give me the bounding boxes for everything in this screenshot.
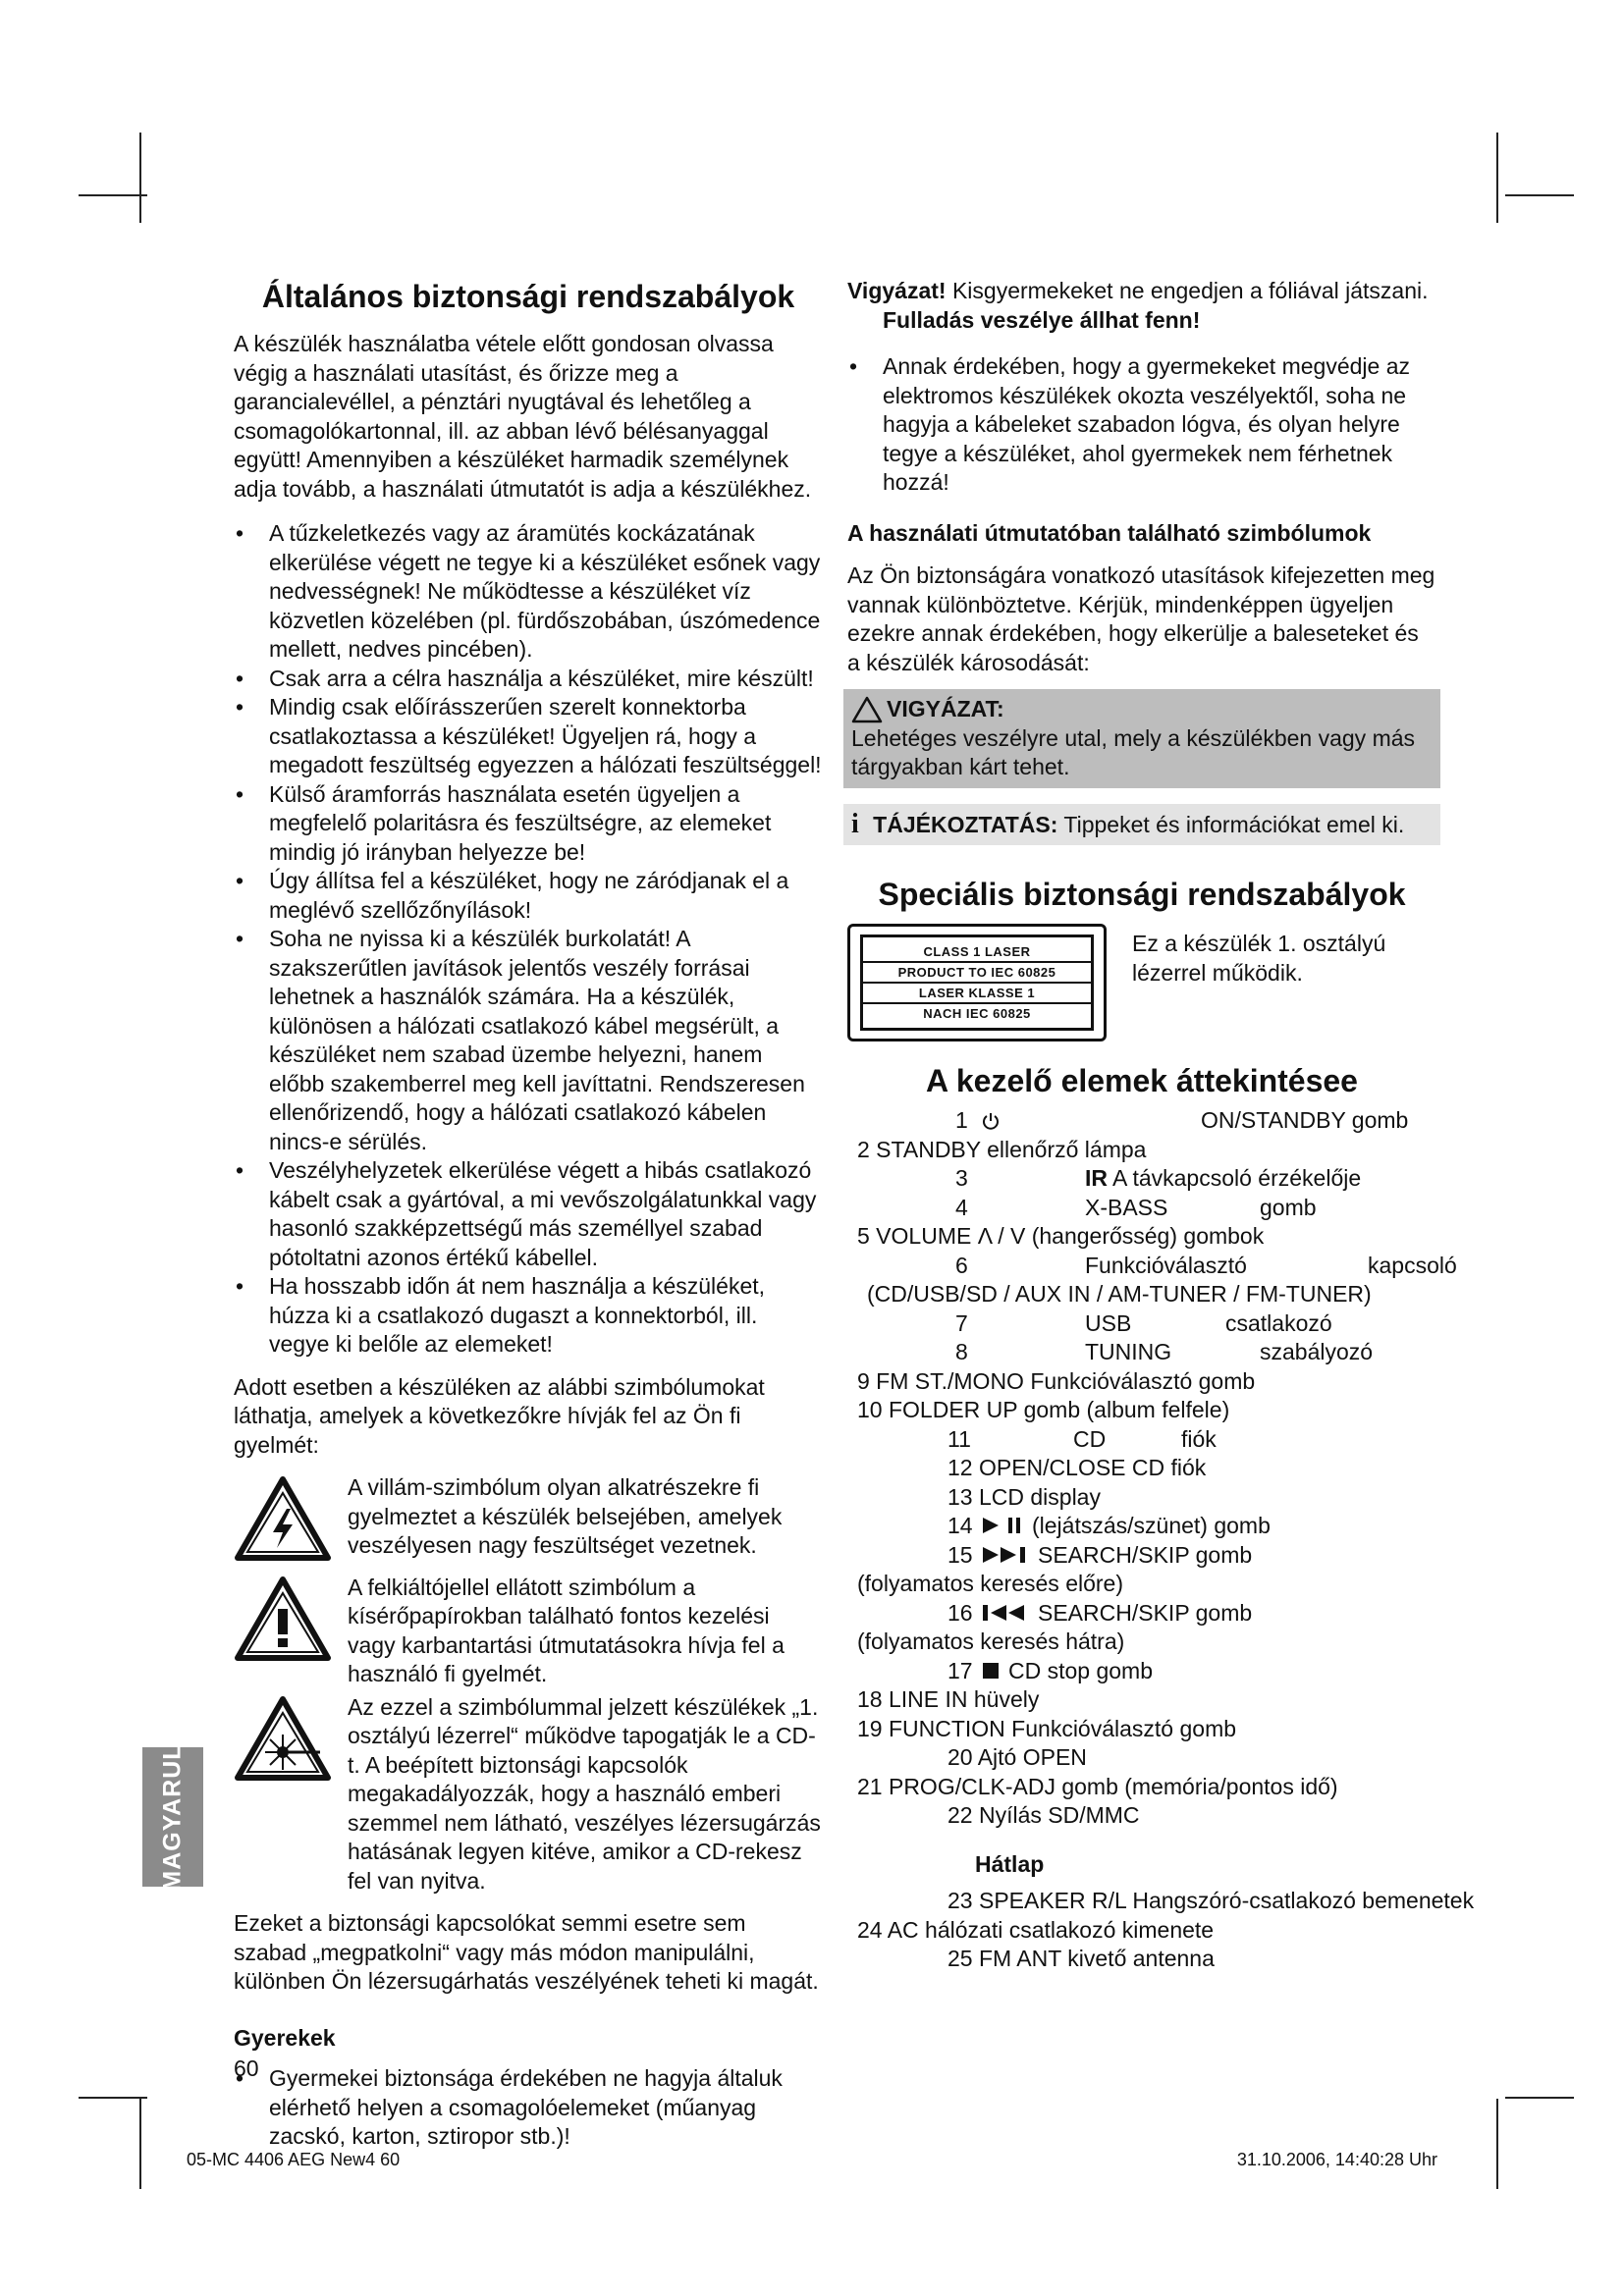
- control-item: 8 TUNING szabályozó: [955, 1339, 1374, 1364]
- control-item: 11 CD fiók: [947, 1425, 1217, 1452]
- language-tab-label: MAGYARUL: [158, 1742, 187, 1892]
- control-item: 6 Funkcióválasztó kapcsoló: [955, 1252, 1457, 1278]
- lightning-warning-icon: [234, 1475, 336, 1570]
- control-item: 20 Ajtó OPEN: [947, 1744, 1087, 1770]
- control-item: 25 FM ANT kivető antenna: [947, 1946, 1215, 1971]
- control-item: (CD/USB/SD / AUX IN / AM-TUNER / FM-TUNER): [867, 1281, 1372, 1307]
- section-title-special-safety: Speciális biztonsági rendszabályok: [878, 877, 1406, 912]
- control-item: 19 FUNCTION Funkcióválasztó gomb: [857, 1715, 1237, 1741]
- crop-mark: [1505, 194, 1574, 196]
- safety-switch-paragraph: Ezeket a biztonsági kapcsolókat semmi esetre sem szabad „megpatkolni“ vagy más módon manipulálni, különben Ön lézersugárhatás veszélyének teheti ki magát.: [234, 1910, 819, 1994]
- laser-label-line: LASER KLASSE 1: [918, 986, 1036, 1000]
- symbol-text: Az ezzel a szimbólummal jelzett készülékek „1. osztályú lézerrel“ működve tapogatják le a CD-t. A beépített biztonsági kapcsolók megakadályozzák, hogy a használó emberi szemmel nem látható, veszélyes lézersugárzás hatásának legyen kitéve, amikor a CD-rekesz fel van nyitva.: [348, 1693, 821, 1894]
- info-icon: i: [851, 808, 859, 839]
- warning-bold-text: Fulladás veszélye állhat fenn!: [883, 306, 1201, 333]
- crop-mark: [79, 194, 147, 196]
- laser-class-label: [847, 924, 1107, 1041]
- intro-paragraph: A készülék használatba vétele előtt gondosan olvassa végig a használati utasítást, és őrizze meg a garancialevéllel, a pénztári nyugtával és lehetőleg a csomagolókartonnal, ill. az abban lévő bélésanyaggal együtt! Amennyiben a készüléket harmadik személynek adja tovább, a használati útmutatót is adja a készülékhez.: [234, 331, 812, 502]
- control-item: 12 OPEN/CLOSE CD fiók: [947, 1455, 1207, 1480]
- laser-label-line: NACH IEC 60825: [923, 1006, 1031, 1021]
- bullet-item: • Gyermekei biztonsága érdekében ne hagyja általuk elérhető helyen a csomagolóelemeket (műanyag zacskó, karton, sztiropor stb.)!: [234, 2064, 823, 2152]
- right-bullet-list: [847, 352, 1436, 498]
- exclamation-warning-icon: [234, 1575, 336, 1670]
- children-bullet-list: [234, 2064, 823, 2152]
- section-title-controls: A kezelő elemek áttekintésee: [926, 1063, 1358, 1098]
- info-label: TÁJÉKOZTATÁS:: [873, 811, 1058, 837]
- control-item: 16 SEARCH/SKIP gomb: [857, 1599, 1436, 1629]
- caution-text: Lehetéges veszélyre utal, mely a készülékben vagy más tárgyakban kárt tehet.: [851, 724, 1416, 779]
- crop-mark: [1496, 133, 1498, 223]
- symbols-paragraph: Az Ön biztonságára vonatkozó utasítások kifejezetten meg vannak különböztetve. Kérjük, mindenképpen ügyeljen ezekre annak érdekében, hogy elkerülje a baleseteket és a készülék károsodását:: [847, 562, 1435, 675]
- laser-section: [847, 924, 1436, 1041]
- child-warning: [847, 277, 1436, 335]
- safety-bullet-list: [234, 519, 823, 1360]
- control-item: 7 USB csatlakozó: [955, 1309, 1332, 1336]
- control-item: 3 IR A távkapcsoló érzékelője: [955, 1165, 1362, 1191]
- bullet-item: • Csak arra a célra használja a készüléket, mire készült!: [234, 665, 823, 694]
- back-panel-title: Hátlap: [975, 1850, 1045, 1877]
- children-title: Gyerekek: [234, 2024, 336, 2051]
- symbol-row-lightning: [234, 1473, 823, 1570]
- warning-label: Vigyázat!: [847, 278, 947, 303]
- caution-box: [843, 689, 1440, 788]
- bullet-item: • Mindig csak előírásszerűen szerelt konnektorba csatlakoztassa a készüléket! Ügyeljen rá, hogy a megadott feszültség egyezzen a hálózati feszültséggel!: [234, 693, 823, 780]
- bullet-item: • Ha hosszabb időn át nem használja a készüléket, húzza ki a csatlakozó dugaszt a konnektorból, ill. vegye ki belőle az elemeket!: [234, 1272, 823, 1360]
- control-item: 9 FM ST./MONO Funkcióválasztó gomb: [857, 1367, 1256, 1394]
- bullet-item: • Úgy állítsa fel a készüléket, hogy ne záródjanak el a meglévő szellőzőnyílások!: [234, 867, 823, 925]
- play-pause-icon: [981, 1512, 1026, 1541]
- caution-title: VIGYÁZAT:: [887, 696, 1004, 721]
- laser-warning-icon: [234, 1695, 336, 1789]
- control-item: 18 LINE IN hüvely: [857, 1686, 1040, 1712]
- control-item: (folyamatos keresés hátra): [857, 1629, 1125, 1654]
- laser-label-line: CLASS 1 LASER: [923, 944, 1031, 959]
- laser-text: Ez a készülék 1. osztályú lézerrel működik.: [1132, 931, 1386, 986]
- section-title-general-safety: Általános biztonsági rendszabályok: [261, 279, 795, 314]
- control-item: 2 STANDBY ellenőrző lámpa: [857, 1136, 1147, 1162]
- footer-left: 05-MC 4406 AEG New4 60: [187, 2150, 401, 2169]
- symbol-text: A felkiáltójellel ellátott szimbólum a kísérőpapírokban található fontos kezelési vagy karbantartási útmutatásokra hívja fel a használó fi gyelmét.: [348, 1574, 785, 1686]
- control-item: 4 X-BASS gomb: [955, 1194, 1317, 1220]
- crop-mark: [139, 133, 141, 223]
- crop-mark: [1505, 2097, 1574, 2099]
- control-item: 15 SEARCH/SKIP gomb: [857, 1541, 1436, 1571]
- laser-label-line: PRODUCT TO IEC 60825: [897, 965, 1056, 980]
- page-number: 60: [234, 2056, 259, 2081]
- control-item: 21 PROG/CLK-ADJ gomb (memória/pontos idő): [857, 1773, 1338, 1799]
- bullet-item: • Soha ne nyissa ki a készülék burkolatát! A szakszerűtlen javítások jelentős veszély forrásai lehetnek a használók számára. Ha a készülék, különösen a hálózati csatlakozó kábel megsérült, a készüléket nem szabad üzembe helyezni, hanem előbb szakemberrel meg kell javíttatni. Rendszeresen ellenőrizendő, hogy a hálózati csatlakozó kábelen nincs-e sérülés.: [234, 925, 823, 1156]
- control-item: 24 AC hálózati csatlakozó kimenete: [857, 1916, 1215, 1943]
- control-item: 10 FOLDER UP gomb (album felfele): [857, 1397, 1230, 1422]
- skip-back-icon: [981, 1599, 1032, 1629]
- power-icon: [981, 1106, 1001, 1136]
- bullet-item: • Annak érdekében, hogy a gyermekeket megvédje az elektromos készülékek okozta veszélyektől, soha ne hagyja a kábeleket szabadon lógva, és olyan helyre tegye a készüléket, ahol gyermekek nem férhetnek hozzá!: [847, 352, 1436, 498]
- symbol-row-laser: [234, 1693, 823, 1896]
- control-item: 1 ON/STANDBY gomb: [857, 1106, 1436, 1136]
- bullet-item: • Veszélyhelyzetek elkerülése végett a hibás csatlakozó kábelt csak a gyártóval, a mi vevőszolgálatunkkal vagy hasonló szakképzettségű más személlyel szabad pótoltatni azonos értékű kábellel.: [234, 1156, 823, 1272]
- control-item: 17 CD stop gomb: [857, 1657, 1436, 1686]
- left-column: [234, 277, 823, 2165]
- stop-icon: [981, 1657, 1001, 1686]
- language-side-tab: [142, 1742, 203, 1892]
- controls-list: [857, 1106, 1475, 1974]
- bullet-item: • A tűzkeletkezés vagy az áramütés kockázatának elkerülése végett ne tegye ki a készüléket esőnek vagy nedvességnek! Ne működtesse a készüléket víz közvetlen közelében (pl. fürdőszobában, úszómedence mellett, nedves pincében).: [234, 519, 823, 665]
- control-item: 23 SPEAKER R/L Hangszóró-csatlakozó bemenetek: [947, 1888, 1475, 1913]
- crop-mark: [139, 2099, 141, 2189]
- control-item: 22 Nyílás SD/MMC: [947, 1802, 1140, 1828]
- skip-forward-icon: [981, 1541, 1032, 1571]
- right-column: [847, 277, 1475, 1974]
- info-text: Tippeket és információkat emel ki.: [1063, 811, 1405, 837]
- symbols-section-title: A használati útmutatóban található szimbólumok: [847, 519, 1372, 546]
- symbol-row-exclamation: [234, 1574, 823, 1689]
- footer-right: 31.10.2006, 14:40:28 Uhr: [1236, 2150, 1437, 2169]
- info-box: [843, 804, 1440, 846]
- crop-mark: [79, 2097, 147, 2099]
- symbols-intro: Adott esetben a készüléken az alábbi szimbólumokat láthatja, amelyek a következőkre hívják fel az Ön fi gyelmét:: [234, 1373, 765, 1458]
- symbol-text: A villám-szimbólum olyan alkatrészekre fi gyelmeztet a készülék belsejében, amelyek veszélyesen nagy feszültséget vezetnek.: [348, 1474, 783, 1558]
- warning-text: Kisgyermekeket ne engedjen a fóliával játszani.: [951, 278, 1429, 303]
- crop-mark: [1496, 2099, 1498, 2189]
- bullet-item: • Külső áramforrás használata esetén ügyeljen a megfelelő polaritásra és feszültségre, az elemeket mindig jó irányban helyezze be!: [234, 780, 823, 868]
- control-item: 14 (lejátszás/szünet) gomb: [857, 1512, 1436, 1541]
- control-item: 5 VOLUME Λ / V (hangerősség) gombok: [857, 1223, 1265, 1249]
- caution-triangle-icon: [851, 696, 883, 723]
- control-item: (folyamatos keresés előre): [857, 1571, 1123, 1596]
- control-item: 13 LCD display: [947, 1483, 1101, 1510]
